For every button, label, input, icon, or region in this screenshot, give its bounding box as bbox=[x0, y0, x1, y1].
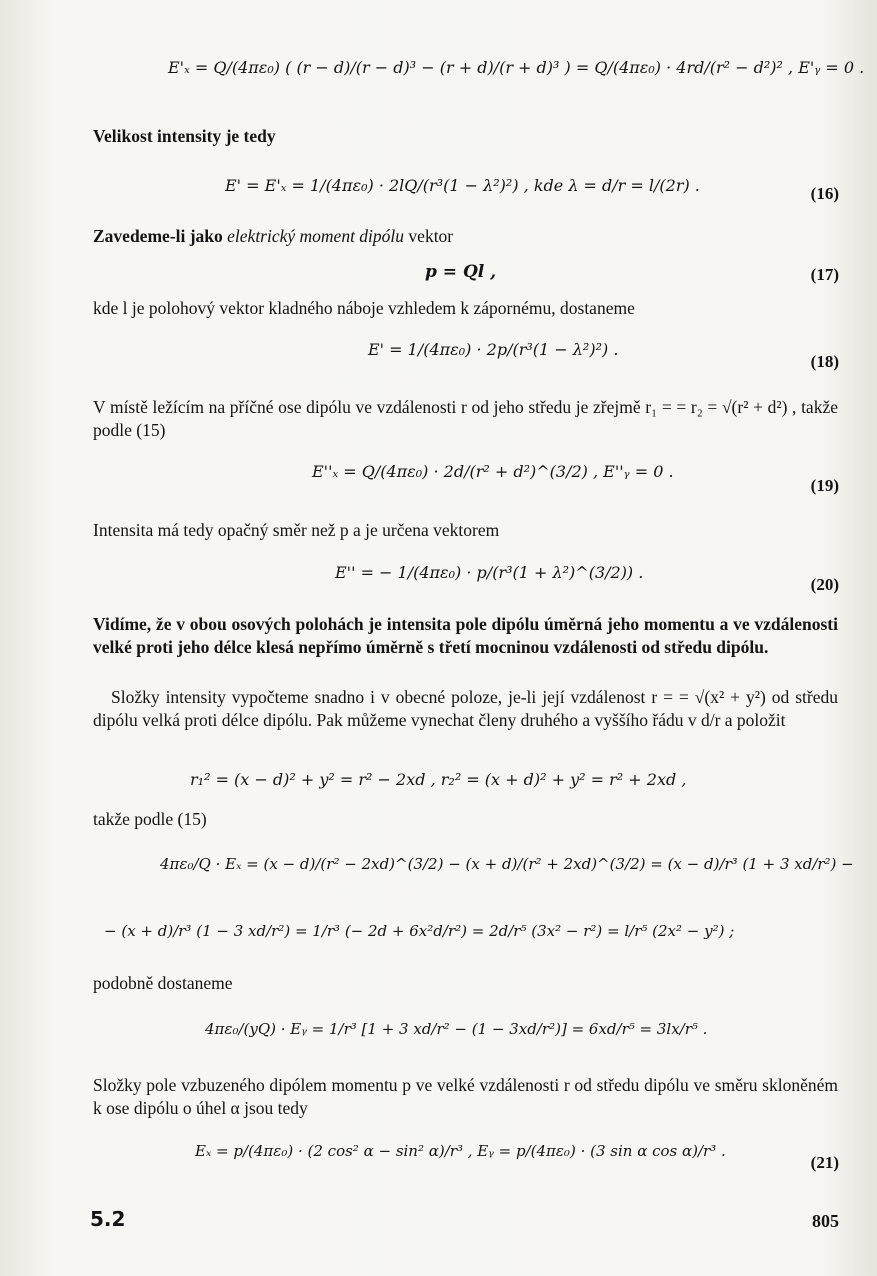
section-number: 5.2 bbox=[90, 1207, 126, 1231]
equation-21 bbox=[195, 1142, 726, 1160]
equation-text: E' = E'ₓ = 1/(4πε₀) · 2lQ/(r³(1 − λ²)²) , kde λ = d/r = l/(2r) . bbox=[225, 176, 700, 195]
equation-text: p = Ql , bbox=[425, 262, 497, 282]
page-number: 805 bbox=[812, 1211, 839, 1231]
equation-number: (19) bbox=[810, 476, 839, 495]
equation-text: Eₓ = p/(4πε₀) · (2 cos² α − sin² α)/r³ , Eᵧ = p/(4πε₀) · (3 sin α cos α)/r³ . bbox=[195, 1142, 726, 1160]
equation-text: 4πε₀/(yQ) · Eᵧ = 1/r³ [1 + 3 xd/r² − (1 − 3xd/r²)] = 6xd/r⁵ = 3lx/r⁵ . bbox=[205, 1020, 708, 1038]
equation-number: (20) bbox=[810, 575, 839, 594]
paragraph bbox=[93, 225, 838, 248]
paragraph: takže podle (15) bbox=[93, 809, 207, 829]
equation-text: E''ₓ = Q/(4πε₀) · 2d/(r² + d²)^(3/2) , E''ᵧ = 0 . bbox=[312, 462, 674, 481]
equation-text: E'ₓ = Q/(4πε₀) ( (r − d)/(r − d)³ − (r + d)/(r + d)³ ) = Q/(4πε₀) · 4rd/(r² − d²)² , E'ᵧ = 0 . bbox=[168, 58, 865, 77]
equation-text: − (x + d)/r³ (1 − 3 xd/r²) = 1/r³ (− 2d + 6x²d/r²) = 2d/r⁵ (3x² − r²) = l/r⁵ (2x² − y²) ; bbox=[104, 922, 735, 940]
paragraph: Intensita má tedy opačný směr než p a je určena vektorem bbox=[93, 520, 500, 540]
paragraph: podobně dostaneme bbox=[93, 973, 233, 993]
equation-text: 4πε₀/Q · Eₓ = (x − d)/(r² − 2xd)^(3/2) − (x + d)/(r² + 2xd)^(3/2) = (x − d)/r³ (1 + 3 xd/r²) − bbox=[160, 855, 854, 873]
equation-number: (18) bbox=[810, 352, 839, 371]
equation-16 bbox=[225, 176, 700, 195]
paragraph: Složky pole vzbuzeného dipólem momentu p ve velké vzdálenosti r od středu dipólu ve směru skloněném k ose dipólu o úhel α jsou tedy bbox=[93, 1075, 838, 1118]
equation-ex-prime bbox=[168, 58, 864, 77]
paragraph: Vidíme, že v obou osových polohách je intensita pole dipólu úměrná jeho momentu a ve vzdálenosti velké proti jeho délce klesá nepřímo úměrně s třetí mocninou vzdálenosti od středu dipólu. bbox=[93, 614, 838, 657]
equation-text: r₁² = (x − d)² + y² = r² − 2xd , r₂² = (x + d)² + y² = r² + 2xd , bbox=[190, 770, 687, 789]
equation-number: (16) bbox=[810, 184, 839, 203]
equation-r1-r2 bbox=[190, 770, 686, 789]
equation-18 bbox=[368, 340, 618, 359]
equation-ey bbox=[205, 1020, 707, 1038]
equation-ex-expansion-2 bbox=[104, 922, 734, 940]
equation-text: E'' = − 1/(4πε₀) · p/(r³(1 + λ²)^(3/2)) . bbox=[335, 563, 644, 582]
term-emphasis: elektrický moment dipólu bbox=[227, 226, 405, 246]
equation-text: E' = 1/(4πε₀) · 2p/(r³(1 − λ²)²) . bbox=[368, 340, 619, 359]
equation-17 bbox=[425, 262, 496, 282]
equation-ex-expansion-1 bbox=[160, 855, 854, 873]
equation-number: (17) bbox=[810, 265, 839, 284]
equation-19 bbox=[312, 462, 674, 481]
paragraph: kde l je polohový vektor kladného náboje vzhledem k zápornému, dostaneme bbox=[93, 298, 635, 318]
text-span: Zavedeme-li jako bbox=[93, 226, 228, 246]
paragraph: Velikost intensity je tedy bbox=[93, 126, 276, 146]
paragraph: V místě ležícím na příčné ose dipólu ve vzdálenosti r od jeho středu je zřejmě r₁ = = r₂ = √(r² + d²) , takže podle (15) bbox=[93, 397, 838, 440]
equation-20 bbox=[335, 563, 643, 582]
equation-number: (21) bbox=[810, 1153, 839, 1172]
text-span: vektor bbox=[404, 226, 454, 246]
paragraph: Složky intensity vypočteme snadno i v obecné poloze, je-li její vzdálenost r = = √(x² + y²) od středu dipólu velká proti délce dipólu. Pak můžeme vynechat členy druhého a vyššího řádu v d/r a položit bbox=[93, 687, 838, 730]
